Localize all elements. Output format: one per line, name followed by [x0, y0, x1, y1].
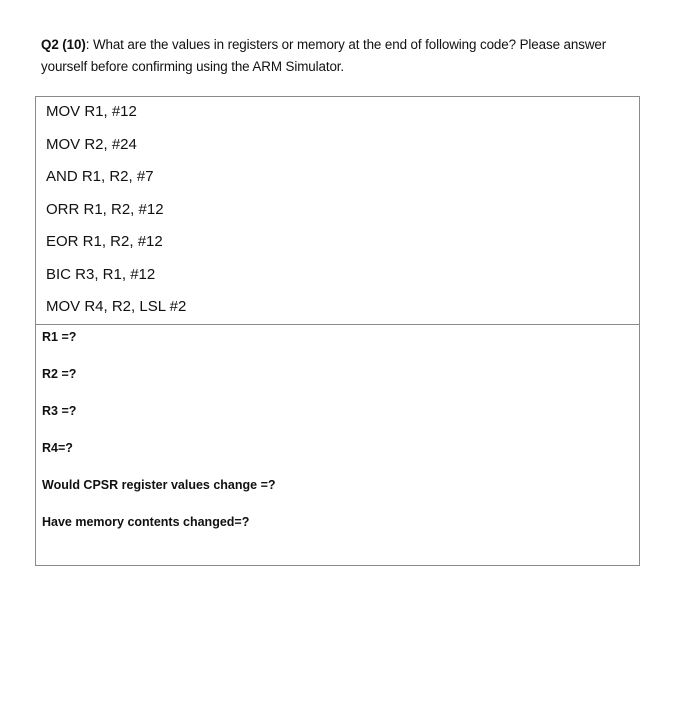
code-line: BIC R3, R1, #12: [46, 265, 156, 283]
question-number: Q2 (10): [41, 37, 86, 52]
code-line: AND R1, R2, #7: [46, 168, 154, 185]
answer-cpsr: Would CPSR register values change =?: [42, 478, 276, 492]
question-prompt: [41, 34, 651, 78]
answer-memory: Have memory contents changed=?: [42, 515, 250, 529]
code-line: MOV R2, #24: [46, 135, 137, 153]
code-line: MOV R1, #12: [46, 103, 137, 120]
answer-r4: R4=?: [42, 441, 73, 455]
question-text: : What are the values in registers or memory at the end of following code? Please answer yourself before confirming using the ARM Simulator.: [41, 37, 607, 74]
answer-r2: R2 =?: [42, 367, 77, 381]
answer-r3: R3 =?: [42, 404, 77, 418]
question-table: [35, 96, 640, 566]
code-block: [36, 97, 639, 325]
code-line: EOR R1, R2, #12: [46, 233, 163, 250]
code-line: MOV R4, R2, LSL #2: [46, 298, 187, 315]
answers-block: [36, 325, 639, 565]
answer-r1: R1 =?: [42, 330, 77, 344]
code-line: ORR R1, R2, #12: [46, 200, 164, 218]
